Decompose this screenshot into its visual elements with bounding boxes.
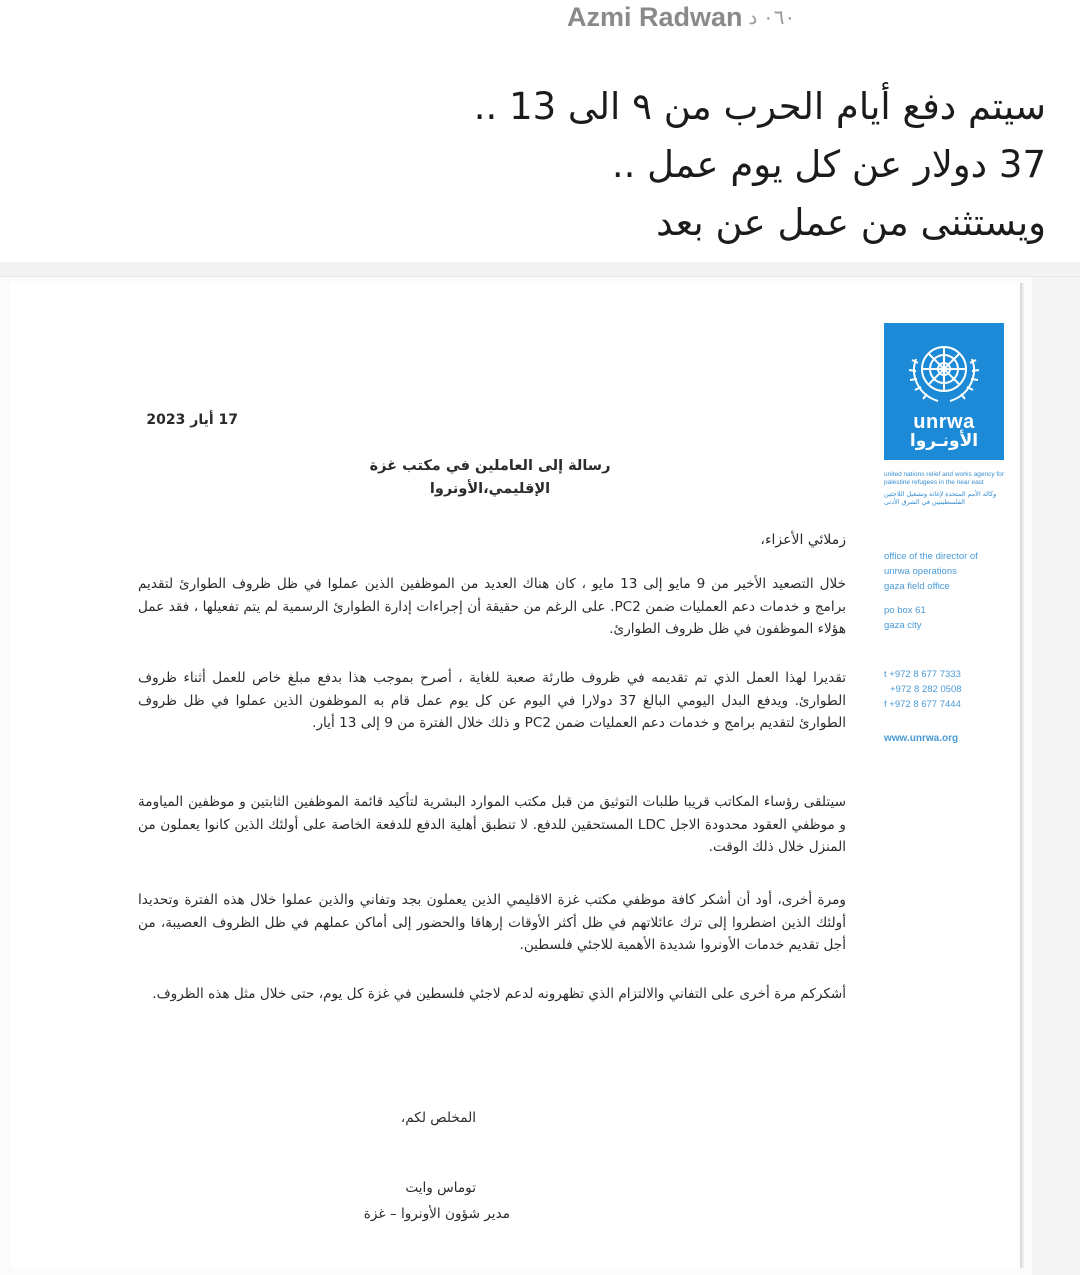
post-time: ٠٦٠ د: [748, 6, 796, 29]
letter-paragraph: ومرة أخرى، أود أن أشكر كافة موظفي مكتب غزة الاقليمي الذين يعملون بجد وتفاني والذين عملوا خلال هذه الفترة وتحديدا أولئك الذين اضطروا إلى ترك عائلاتهم في ظل أكثر الأوقات إرهاقا والحضور إلى أماكن عملهم في ظل الظروف العصيبة، من أجل تقديم خدمات الأونروا شديدة الأهمية للاجئي فلسطين.: [138, 892, 846, 953]
author-line: [567, 0, 795, 34]
phone-line: t +972 8 677 7333: [884, 669, 961, 680]
office-info: [884, 549, 1024, 594]
letter-date: 17 أيار 2023: [146, 412, 238, 428]
letter-closing: المخلص لكم،: [400, 1110, 476, 1126]
logo-text-en: unrwa: [913, 411, 975, 433]
page-edge: [1032, 277, 1080, 1275]
letter-paragraph: سيتلقى رؤساء المكاتب قريبا طلبات التوثيق من قبل مكتب الموارد البشرية لتأكيد قائمة الموظفين الثابتين و موظفين المياومة و موظفي العقود محدودة الاجل LDC المستحقين للدفع. لا تنطبق أهلية الدفع للدفعة الخاصة على أولئك الذين كانوا يعملون من المنزل خلال ذلك الوقت.: [138, 794, 846, 855]
phone-line: +972 8 282 0508: [890, 684, 962, 695]
office-line: unrwa operations: [884, 566, 957, 577]
address-info: [884, 603, 1024, 633]
post-header: [0, 0, 1080, 260]
org-name-ar: وكالة الأمم المتحدة لإغاثة وتشغيل اللاجئين الفلسطينيين في الشرق الأدنى: [884, 491, 997, 506]
signer-name: توماس وايت: [405, 1180, 476, 1196]
letter-title: رسالة إلى العاملين في مكتب غزة الإقليمي،الأونروا: [369, 458, 611, 497]
logo-text-ar: الأونـروا: [909, 431, 979, 451]
post-line-3: ويستثنى من عمل عن بعد: [656, 201, 1046, 244]
address-line: gaza city: [884, 620, 922, 631]
phone-info: [884, 667, 1024, 712]
un-emblem-icon: [904, 333, 984, 411]
letter-paragraph: تقديرا لهذا العمل الذي تم تقديمه في ظروف طارئة صعبة للغاية ، أصرح بموجب هذا بدفع مبلغ خاص للعمل أثناء ظروف الطوارئ. ويدفع البدل اليومي البالغ 37 دولارا في اليوم عن كل يوم عمل قام به الموظفون الذين عملوا في ظل ظروف الطوارئ لتقديم برامج و خدمات دعم العمليات ضمن PC2 و ذلك خلال الفترة من 9 إلى 13 أيار.: [138, 670, 846, 731]
address-line: po box 61: [884, 605, 926, 616]
org-name-en: united nations relief and works agency for palestine refugees in the near east: [884, 471, 1004, 486]
signer-title: مدير شؤون الأونروا – غزة: [363, 1206, 510, 1222]
letter-page: [10, 283, 1022, 1268]
phone-line: f +972 8 677 7444: [884, 699, 961, 710]
post-line-2: 37 دولار عن كل يوم عمل ..: [611, 143, 1046, 186]
post-line-1: سيتم دفع أيام الحرب من ٩ الى 13 ..: [473, 85, 1046, 128]
office-line: gaza field office: [884, 581, 950, 592]
author-name[interactable]: Azmi Radwan: [567, 1, 743, 32]
letter-paragraph: خلال التصعيد الأخير من 9 مايو إلى 13 مايو ، كان هناك العديد من الموظفين الذين عملوا في ظل ظروف الطوارئ لتقديم برامج و خدمات دعم العمليات ضمن PC2. على الرغم من حقيقة أن إجراءات إدارة الطوارئ الرسمية لم يتم تفعيلها ، فقد عمل هؤلاء الموظفون في ظل ظروف الطوارئ.: [138, 576, 846, 637]
letter-image[interactable]: [0, 276, 1080, 1275]
post-text: [286, 78, 1046, 252]
divider: [0, 262, 1080, 276]
office-line: office of the director of: [884, 551, 978, 562]
letter-greeting: زملائي الأعزاء،: [760, 532, 846, 548]
letter-paragraph: أشكركم مرة أخرى على التفاني والالتزام الذي تظهرونه لدعم لاجئي فلسطين في غزة كل يوم، حتى خلال مثل هذه الظروف.: [152, 986, 846, 1002]
website-link: www.unrwa.org: [884, 733, 959, 744]
unrwa-logo: [884, 323, 1004, 460]
